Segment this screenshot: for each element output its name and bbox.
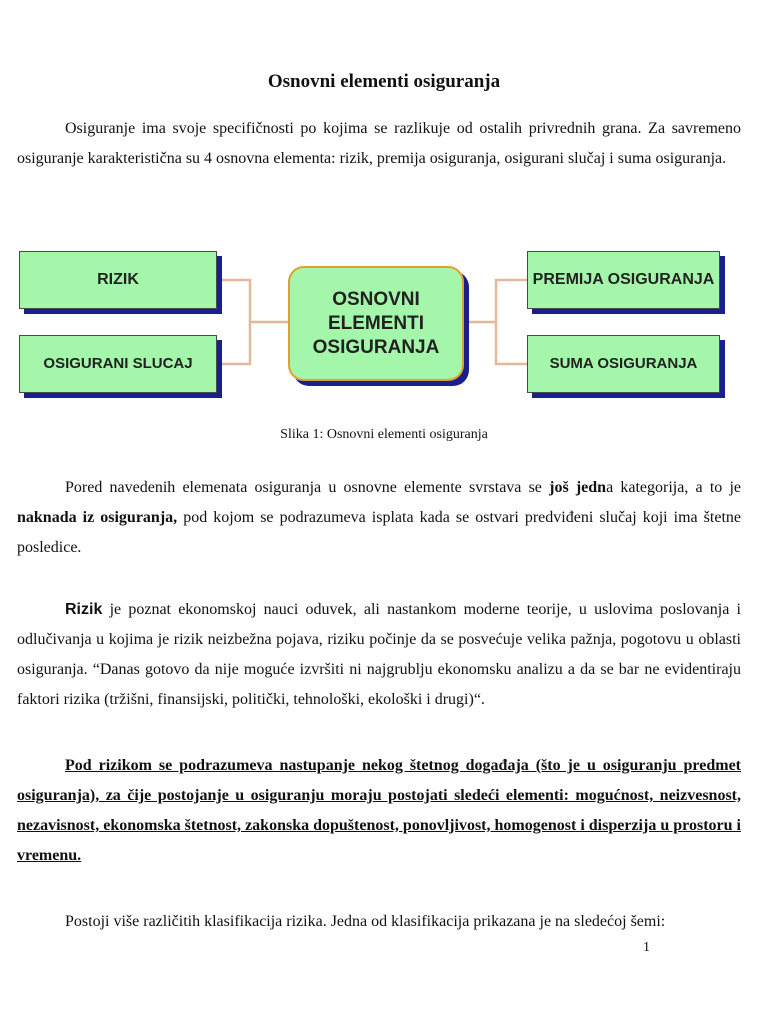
para2-bold-jos-jedn: još jedn bbox=[549, 479, 607, 496]
para2-bold-naknada: naknada iz osiguranja, bbox=[17, 509, 178, 526]
box-osnovni-elementi: OSNOVNI ELEMENTI OSIGURANJA bbox=[288, 266, 464, 381]
paragraph-definicija-rizika: Pod rizikom se podrazumeva nastupanje nekog štetnog događaja (što je u osiguranju predmet osiguranja), za čije postojanje u osiguranju moraju postojati sledeći elementi: mogućnost, neizvesnost, nezavisnost, ekonomska štetnost, zakonska dopuštenost, ponovljivost, homogenost i disperzija u prostoru i vremenu. bbox=[17, 757, 741, 864]
box-osigurani-slucaj: OSIGURANI SLUCAJ bbox=[19, 335, 217, 393]
paragraph-rizik bbox=[17, 595, 741, 715]
page-number: 1 bbox=[643, 940, 650, 955]
page-title: Osnovni elementi osiguranja bbox=[267, 71, 501, 92]
para3-text: je poznat ekonomskoj nauci oduvek, ali nastankom moderne teorije, u uslovima poslovanja i odlučivanja u kojima je rizik neizbežna pojava, riziku počinje da se posvećuje velika pažnja, pogotovu u oblasti osiguranja. “Danas gotovo da nije moguće izvršiti ni najgrublju ekonomsku analizu a da se bar ne evidentiraju faktori rizika (tržišni, finansijski, politički, tehnološki, ekološki i drugi)“. bbox=[17, 601, 741, 708]
box-rizik: RIZIK bbox=[19, 251, 217, 309]
para2-text-e: pod kojom se podrazumeva isplata kada se ostvari predviđeni slučaj koji ima štetne posledice. bbox=[17, 509, 742, 556]
para2-text-c: a kategorija, a to je bbox=[606, 479, 742, 496]
paragraph-klasifikacija: Postoji više različitih klasifikacija rizika. Jedna od klasifikacija prikazana je na sledećoj šemi: bbox=[65, 913, 666, 930]
connector-right bbox=[464, 280, 527, 364]
intro-paragraph: Osiguranje ima svoje specifičnosti po kojima se razlikuje od ostalih privrednih grana. Za savremeno osiguranje karakteristična su 4 osnovna elementa: rizik, premija osiguranja, osigurani slučaj i suma osiguranja. bbox=[17, 120, 741, 167]
paragraph-naknada bbox=[17, 473, 741, 563]
figure-caption: Slika 1: Osnovni elementi osiguranja bbox=[280, 427, 488, 442]
para2-text-a: Pored navedenih elemenata osiguranja u osnovne elemente svrstava se bbox=[65, 479, 550, 496]
box-suma-osiguranja: SUMA OSIGURANJA bbox=[527, 335, 720, 393]
connector-left bbox=[217, 280, 288, 364]
box-premija-osiguranja: PREMIJA OSIGURANJA bbox=[527, 251, 720, 309]
para3-bold-rizik: Rizik bbox=[65, 601, 103, 618]
elements-diagram bbox=[0, 243, 768, 403]
